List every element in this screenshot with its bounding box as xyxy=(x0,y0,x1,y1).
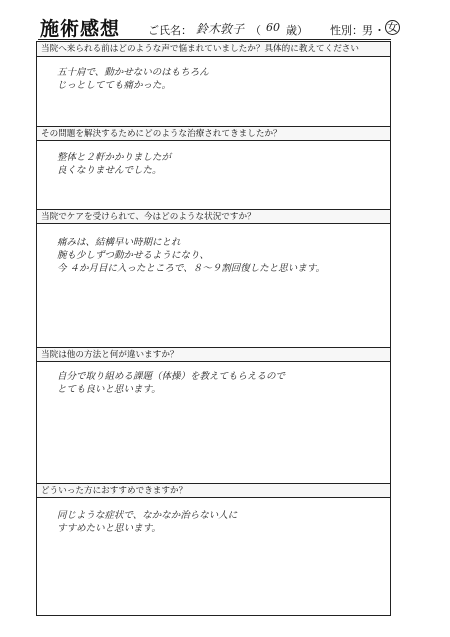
questionnaire-form xyxy=(36,41,391,616)
gender-female-selected xyxy=(383,20,400,35)
question-4-label: 当院は他の方法と何が違いますか？ xyxy=(37,347,390,362)
answer-5 xyxy=(57,509,377,535)
answer-4-line-1: 自分で取り組める課題（体操）を教えてもらえるので xyxy=(57,371,286,382)
question-2-label: その問題を解決するためにどのような治療されてきましたか？ xyxy=(37,126,390,141)
question-3-label: 当院でケアを受けられて、今はどのような状況ですか？ xyxy=(37,209,390,224)
gender-female-circle: 女 xyxy=(387,21,398,34)
answer-1-line-1: 五十肩で、動かせないのはもちろん xyxy=(57,67,209,78)
gender-male: 男 xyxy=(362,24,373,37)
answer-1 xyxy=(57,66,377,92)
answer-3-line-2: 腕も少しずつ動かせるようになり、 xyxy=(57,250,210,261)
name-label: ご氏名： xyxy=(148,24,192,37)
age-unit: 歳） xyxy=(286,24,308,37)
answer-2 xyxy=(57,151,377,177)
answer-3-line-3: 今 ４か月目に入ったところで、８～９割回復したと思います。 xyxy=(57,263,325,274)
answer-5-line-2: すすめたいと思います。 xyxy=(57,523,161,534)
answer-2-line-1: 整体と２軒かかりましたが xyxy=(57,152,172,163)
answer-4 xyxy=(57,370,377,396)
answer-1-line-2: じっとしてても痛かった。 xyxy=(57,80,172,91)
answer-4-line-2: とても良いと思います。 xyxy=(57,384,161,395)
question-1-label: 当院へ来られる前はどのような声で悩まれていましたか？具体的に教えてください xyxy=(37,42,390,57)
title-underline xyxy=(38,39,391,40)
answer-3-line-1: 痛みは、結構早い時期にとれ xyxy=(57,237,181,248)
question-5-label: どういった方におすすめできますか？ xyxy=(37,483,390,498)
name-value: 鈴木敦子 xyxy=(196,22,245,36)
answer-5-line-1: 同じような症状で、なかなか治らない人に xyxy=(57,510,238,521)
page-title: 施術感想 xyxy=(40,18,121,40)
age-open: （ xyxy=(250,24,261,37)
answer-2-line-2: 良くなりませんでした。 xyxy=(57,165,162,176)
gender-label: 性別： xyxy=(330,24,363,37)
age-value: 60 xyxy=(266,21,280,34)
answer-3 xyxy=(57,236,377,275)
gender-separator: ・ xyxy=(374,24,385,37)
